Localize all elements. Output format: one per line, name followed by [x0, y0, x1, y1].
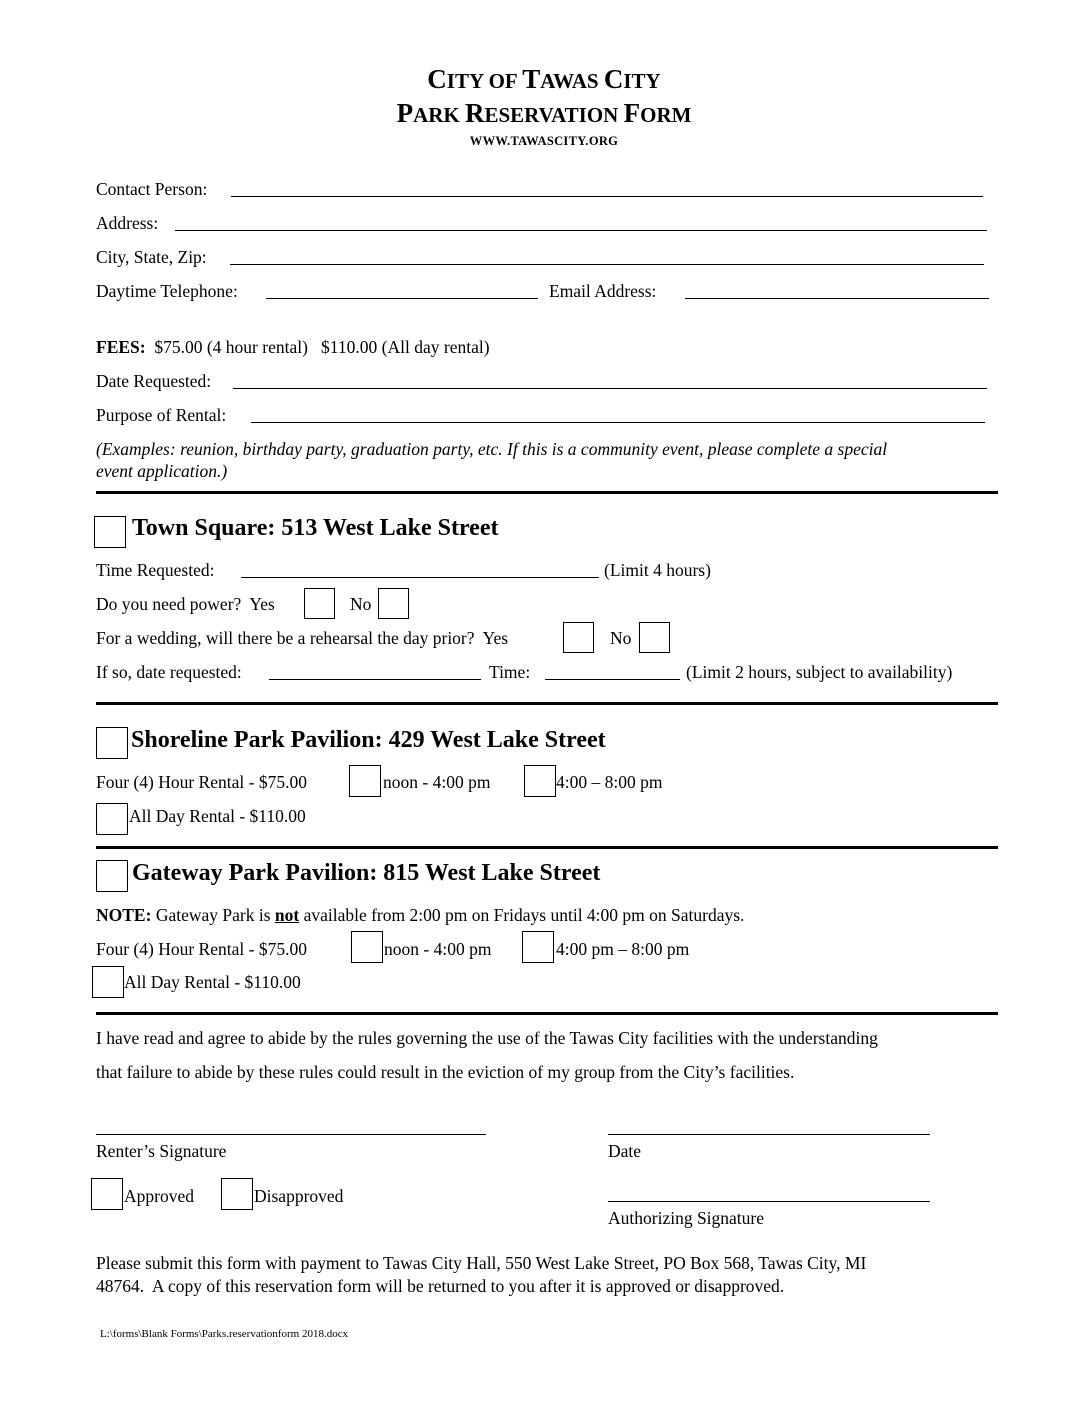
wedding-no-label: No	[610, 628, 632, 648]
power-no-checkbox[interactable]	[378, 588, 409, 619]
city-state-zip-label: City, State, Zip:	[96, 247, 207, 267]
date-signature-label: Date	[608, 1141, 642, 1161]
note-text-b: available from 2:00 pm on Fridays until 4:00 pm on Saturdays.	[299, 905, 745, 925]
agreement-line-2: that failure to abide by these rules could result in the eviction of my group from the City’s facilities.	[96, 1062, 795, 1082]
file-path: L:\forms\Blank Forms\Parks.reservationform 2018.docx	[100, 1328, 349, 1340]
gateway-note	[96, 905, 744, 926]
shoreline-all-day-checkbox[interactable]	[96, 803, 128, 835]
contact-person-label: Contact Person:	[96, 179, 208, 199]
date-requested-field[interactable]	[233, 388, 987, 389]
email-address-label: Email Address:	[549, 281, 657, 301]
disapproved-label: Disapproved	[254, 1186, 344, 1206]
examples-note-1: (Examples: reunion, birthday party, graduation party, etc. If this is a community event, please complete a special	[96, 439, 888, 459]
submit-instructions-1: Please submit this form with payment to Tawas City Hall, 550 West Lake Street, PO Box 568, Tawas City, MI	[96, 1253, 867, 1273]
approved-checkbox[interactable]	[91, 1178, 123, 1210]
town-square-title: Town Square: 513 West Lake Street	[132, 515, 499, 541]
shoreline-noon-checkbox[interactable]	[349, 765, 381, 797]
submit-instructions-2: 48764. A copy of this reservation form will be returned to you after it is approved or disapproved.	[96, 1276, 785, 1296]
rehearsal-time-label: Time:	[489, 662, 531, 682]
address-label: Address:	[96, 213, 159, 233]
gateway-evening-label: 4:00 pm – 8:00 pm	[556, 939, 690, 959]
divider	[96, 1012, 998, 1015]
divider	[96, 702, 998, 705]
gateway-checkbox[interactable]	[96, 860, 128, 892]
shoreline-noon-label: noon - 4:00 pm	[383, 772, 491, 792]
fees-text: $75.00 (4 hour rental) $110.00 (All day rental)	[154, 337, 490, 357]
fees-label: FEES:	[96, 337, 146, 357]
examples-note-2: event application.)	[96, 461, 228, 481]
gateway-evening-checkbox[interactable]	[522, 931, 554, 963]
daytime-telephone-label: Daytime Telephone:	[96, 281, 238, 301]
address-field[interactable]	[175, 230, 987, 231]
agreement-line-1: I have read and agree to abide by the rules governing the use of the Tawas City facilities with the understanding	[96, 1028, 878, 1048]
power-no-label: No	[350, 594, 372, 614]
gateway-all-day-checkbox[interactable]	[92, 966, 124, 998]
authorizing-signature-label: Authorizing Signature	[608, 1208, 765, 1228]
date-signature-field[interactable]	[608, 1134, 930, 1135]
renter-signature-label: Renter’s Signature	[96, 1141, 227, 1161]
date-requested-label: Date Requested:	[96, 371, 212, 391]
gateway-noon-label: noon - 4:00 pm	[384, 939, 492, 959]
note-label: NOTE:	[96, 905, 152, 925]
authorizing-signature-field[interactable]	[608, 1201, 930, 1202]
purpose-label: Purpose of Rental:	[96, 405, 227, 425]
website: WWW.TAWASCITY.ORG	[469, 134, 619, 148]
gateway-all-day-label: All Day Rental - $110.00	[124, 972, 301, 992]
note-text-a: Gateway Park is	[151, 905, 275, 925]
rehearsal-date-field[interactable]	[269, 679, 481, 680]
shoreline-checkbox[interactable]	[96, 727, 128, 759]
power-question: Do you need power? Yes	[96, 594, 275, 614]
shoreline-evening-label: 4:00 – 8:00 pm	[556, 772, 663, 792]
time-requested-field[interactable]	[241, 577, 599, 578]
city-state-zip-field[interactable]	[230, 264, 984, 265]
fees-line	[96, 337, 490, 358]
gateway-title: Gateway Park Pavilion: 815 West Lake Street	[132, 860, 601, 886]
wedding-yes-checkbox[interactable]	[563, 622, 594, 653]
approved-label: Approved	[124, 1186, 194, 1206]
form-title: PARK RESERVATION FORM	[396, 98, 692, 128]
rehearsal-time-field[interactable]	[545, 679, 680, 680]
form-title-city: CITY OF TAWAS CITY	[427, 64, 661, 94]
email-address-field[interactable]	[685, 298, 989, 299]
purpose-field[interactable]	[251, 422, 985, 423]
note-not: not	[274, 905, 300, 925]
shoreline-all-day-label: All Day Rental - $110.00	[129, 806, 306, 826]
town-square-checkbox[interactable]	[94, 516, 126, 548]
shoreline-evening-checkbox[interactable]	[524, 765, 556, 797]
shoreline-title: Shoreline Park Pavilion: 429 West Lake Street	[131, 727, 606, 753]
wedding-no-checkbox[interactable]	[639, 622, 670, 653]
disapproved-checkbox[interactable]	[221, 1178, 253, 1210]
gateway-four-hour-label: Four (4) Hour Rental - $75.00	[96, 939, 307, 959]
power-yes-checkbox[interactable]	[304, 588, 335, 619]
shoreline-four-hour-label: Four (4) Hour Rental - $75.00	[96, 772, 307, 792]
limit-2-hours: (Limit 2 hours, subject to availability)	[686, 662, 953, 682]
limit-4-hours: (Limit 4 hours)	[604, 560, 711, 580]
renter-signature-field[interactable]	[96, 1134, 486, 1135]
time-requested-label: Time Requested:	[96, 560, 215, 580]
contact-person-field[interactable]	[231, 196, 983, 197]
if-so-date-label: If so, date requested:	[96, 662, 242, 682]
wedding-question: For a wedding, will there be a rehearsal the day prior? Yes	[96, 628, 509, 648]
divider	[96, 846, 998, 849]
daytime-telephone-field[interactable]	[266, 298, 538, 299]
divider	[96, 491, 998, 494]
gateway-noon-checkbox[interactable]	[351, 931, 383, 963]
